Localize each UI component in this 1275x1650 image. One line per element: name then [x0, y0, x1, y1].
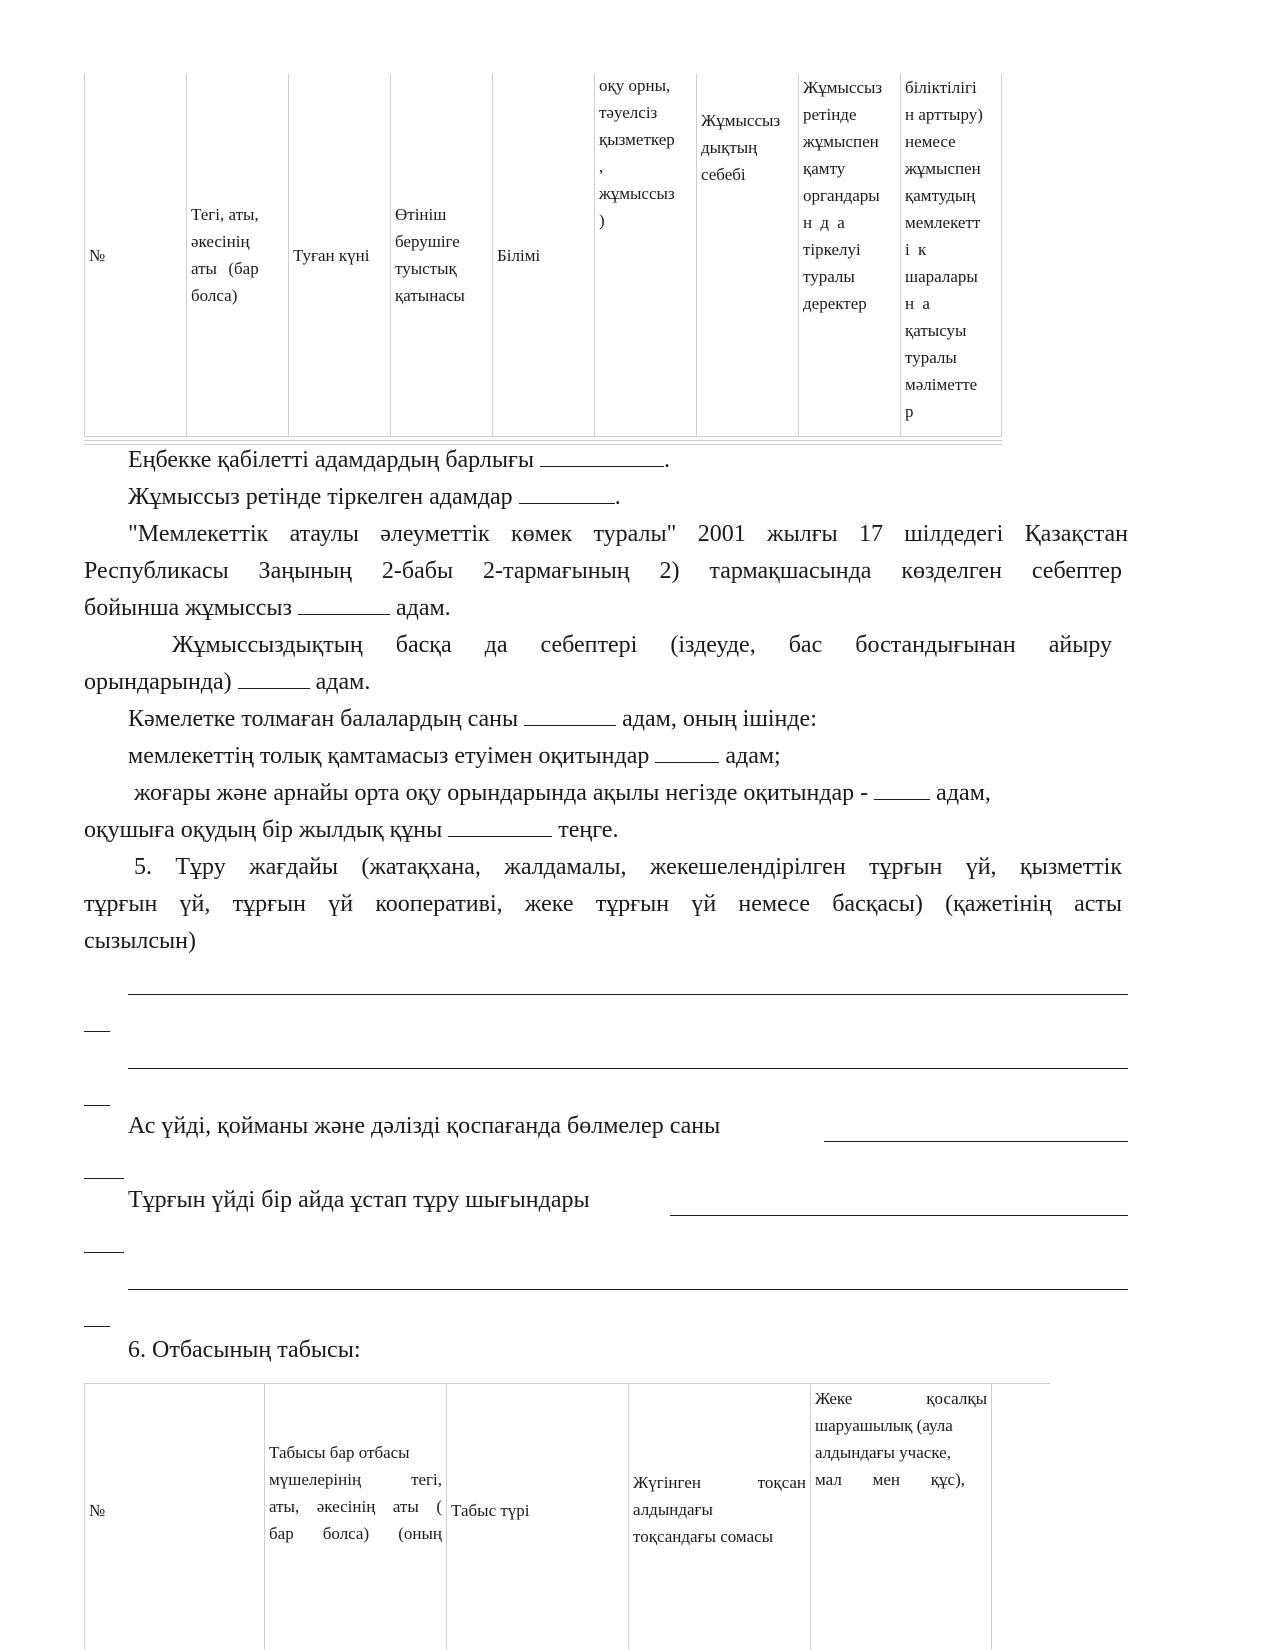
law-paragraph-line1: "Мемлекеттік атаулы әлеуметтік көмек туралы" 2001 жылғы 17 шілдедегі Қазақстан [128, 521, 1128, 547]
blank-field [238, 666, 310, 689]
header-occupation: оқу орны, тәуелсіз қызметкер , жұмыссыз ) [599, 76, 675, 230]
fill-line [128, 1289, 1128, 1290]
header-income-type: Табыс түрі [451, 1501, 530, 1520]
col-fullname [186, 74, 288, 436]
blank-field [519, 481, 615, 504]
income-table [84, 1383, 1050, 1650]
header-member-name: Табысы бар отбасы мүшелерінің тегі, аты, әкесінің аты ( бар болса) (оның [269, 1443, 442, 1543]
table-bottom-rule [84, 440, 1002, 441]
fill-line-tail [84, 1105, 110, 1106]
registered-unemployed-line: Жұмыссыз ретінде тіркелген адамдар . [128, 479, 621, 516]
col-employment-measures [900, 74, 1002, 436]
col-number [84, 74, 186, 436]
col-number [84, 1383, 264, 1650]
minors-line: Кәмелетке толмаған балалардың саны адам, оның ішінде: [128, 701, 817, 738]
rooms-line: Ас үйді, қойманы және дәлізді қоспағанда бөлмелер саны [128, 1113, 721, 1139]
housing-line2: тұрғын үй, тұрғын үй кооперативі, жеке тұрғын үй немесе басқасы) (қажетінің асты [84, 891, 1122, 917]
header-unemployment-reason: Жұмыссыз дықтың себебі [701, 111, 781, 184]
law-paragraph-line3: бойынша жұмыссыз адам. [84, 590, 451, 627]
blank-field [524, 703, 616, 726]
col-occupation [594, 74, 696, 436]
fill-line-tail [84, 1252, 124, 1253]
other-reasons-line1: Жұмыссыздықтың басқа да себептері (іздеуде, бас бостандығынан айыру [172, 632, 1112, 658]
blank-field [540, 444, 664, 467]
header-relation: Өтініш берушіге туыстық қатынасы [395, 205, 465, 305]
header-education: Білімі [497, 245, 541, 265]
paid-study-line2: оқушыға оқудың бір жылдық құны теңге. [84, 812, 618, 849]
fill-line-tail [84, 1031, 110, 1032]
able-bodied-line: Еңбекке қабілетті адамдардың барлығы . [128, 442, 670, 479]
col-registration [798, 74, 900, 436]
header-registration: Жұмыссыз ретінде жұмыспен қамту органдары н д а тіркелуі туралы деректер [803, 78, 883, 313]
other-reasons-line2: орындарында) адам. [84, 664, 370, 701]
fill-line-tail [84, 1326, 110, 1327]
blank-field [874, 777, 930, 800]
col-unemployment-reason [696, 74, 798, 436]
col-education [492, 74, 594, 436]
blank-field [655, 740, 719, 763]
col-birthdate [288, 74, 390, 436]
blank-field [448, 814, 552, 837]
fill-line [824, 1141, 1128, 1142]
fill-line [128, 1068, 1128, 1069]
fill-line [670, 1215, 1128, 1216]
header-employment-measures: біліктілігі н арттыру) немесе жұмыспен қамтудың мемлекетт і к шаралары н а қатысуы туралы мәліметте р [905, 78, 983, 421]
header-subsidiary-farm: Жеке қосалқы шаруашылық (аула алдындағы учаске, мал мен құс), [815, 1389, 987, 1489]
col-income-type [446, 1383, 628, 1650]
paid-study-line1: жоғары және арнайы орта оқу орындарында ақылы негізде оқитындар - адам, [134, 775, 991, 812]
col-subsidiary-farm [810, 1383, 992, 1650]
blank-field [298, 592, 390, 615]
header-number: № [89, 245, 106, 265]
header-number: № [89, 1501, 106, 1520]
fill-line [128, 994, 1128, 995]
section-income-title: 6. Отбасының табысы: [128, 1337, 361, 1363]
law-paragraph-line2: Республикасы Заңының 2-бабы 2-тармағының 2) тармақшасында көзделген себептер [84, 558, 1122, 584]
col-quarter-sum [628, 1383, 810, 1650]
col-relation [390, 74, 492, 436]
housing-line3: сызылсын) [84, 928, 196, 954]
members-table [84, 74, 1050, 444]
header-birthdate: Туған күні [293, 245, 370, 265]
housing-costs-line: Тұрғын үйді бір айда ұстап тұру шығындары [128, 1187, 590, 1213]
col-member-name [264, 1383, 446, 1650]
table-bottom-rule [84, 436, 1002, 437]
housing-line1: 5. Тұру жағдайы (жатақхана, жалдамалы, жекешелендірілген тұрғын үй, қызметтік [134, 854, 1122, 880]
fill-line-tail [84, 1178, 124, 1179]
header-quarter-sum: Жүгінген тоқсан алдындағы тоқсандағы сомасы [633, 1473, 806, 1546]
header-fullname: Тегі, аты, әкесінің аты (бар болса) [191, 205, 259, 305]
state-support-line: мемлекеттің толық қамтамасыз етуімен оқитындар адам; [128, 738, 781, 775]
